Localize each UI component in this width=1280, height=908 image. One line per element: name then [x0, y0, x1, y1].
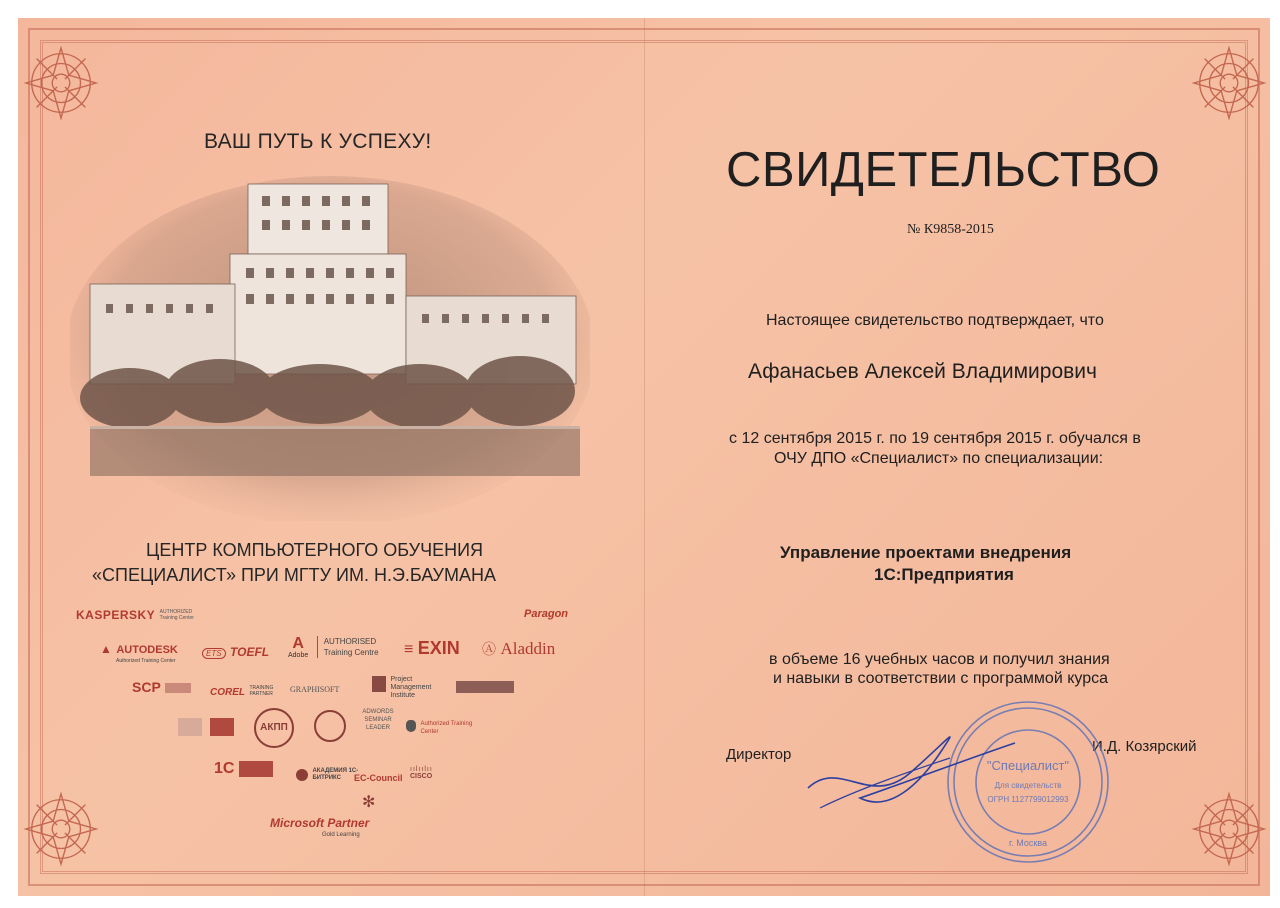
volume-line1: в объеме 16 учебных часов и получил знания: [769, 651, 1110, 668]
paragon-logo: Paragon: [524, 608, 569, 620]
stamp-center-text: "Специалист": [986, 758, 1070, 773]
ec-council-logo: EC-Council: [354, 773, 403, 783]
akpp-logo: АКПП: [254, 708, 294, 748]
pmi-icon: [372, 676, 386, 692]
corner-rosette-icon: [1190, 44, 1268, 122]
building-photo: [70, 176, 590, 521]
exin-bars-icon: ≡: [404, 641, 414, 658]
corner-rosette-icon: [22, 790, 100, 868]
bitrix-icon: [296, 769, 308, 781]
corner-rosette-icon: [22, 44, 100, 122]
center-name-line2: «СПЕЦИАЛИСТ» ПРИ МГТУ ИМ. Н.Э.БАУМАНА: [92, 565, 496, 585]
bitrix-academy-logo: АКАДЕМИЯ 1С-БИТРИКС: [296, 766, 362, 784]
autodesk-triangle-icon: ▲: [100, 642, 112, 656]
kaspersky-logo: KASPERSKY AUTHORIZED Training Center: [76, 608, 194, 622]
stamp-city-text: г. Москва: [1009, 838, 1047, 848]
stamp-sub-text: Для свидетельств: [994, 781, 1062, 790]
director-label: Директор: [726, 746, 792, 763]
adobe-logo: A Adobe AUTHORISED Training Centre: [288, 636, 402, 659]
certificate-title: СВИДЕТЕЛЬСТВО: [726, 143, 1161, 197]
stamp-ogrn-text: ОГРН 1127799012993: [987, 795, 1069, 804]
1c-logo: 1С: [214, 760, 273, 778]
apple-icon: [406, 720, 416, 732]
course-title-line2: 1С:Предприятия: [874, 565, 1014, 584]
corel-logo: COREL TRAINING PARTNER: [210, 684, 274, 698]
confirm-text: Настоящее свидетельство подтверждает, что: [766, 312, 1104, 329]
center-fold: [644, 18, 645, 896]
volume-line2: и навыки в соответствии с программой курса: [773, 670, 1108, 687]
aladdin-icon: Ⓐ: [482, 641, 496, 657]
exin-logo: ≡ EXIN: [404, 638, 460, 658]
graphisoft-logo: GRAPHISOFT: [290, 685, 340, 694]
microsoft-partner-logo: Microsoft Partner Gold Learning: [270, 816, 370, 838]
corner-rosette-icon: [1190, 790, 1268, 868]
ets-oval-icon: ETS: [202, 648, 226, 659]
adwords-logo: ADWORDS SEMINAR LEADER: [362, 709, 394, 731]
director-name: И.Д. Козярский: [1092, 738, 1197, 755]
person-name: Афанасьев Алексей Владимирович: [748, 360, 1097, 383]
course-title-line1: Управление проектами внедрения: [780, 543, 1072, 562]
pmi-logo: Project Management Institute: [372, 676, 440, 700]
certificate-sheet: [18, 18, 1270, 896]
rosette-small-icon: ✻: [362, 794, 376, 811]
slogan: ВАШ ПУТЬ К УСПЕХУ!: [204, 130, 432, 153]
aladdin-logo: Ⓐ Aladdin: [482, 639, 556, 658]
director-signature: [800, 718, 1020, 828]
period-line1: с 12 сентября 2015 г. по 19 сентября 2015 г. обучался в: [729, 430, 1141, 447]
autodesk-logo: ▲ AUTODESK Authorized Training Center: [100, 642, 178, 664]
adobe-icon: A: [292, 635, 304, 652]
toefl-logo: ETS TOEFL: [202, 643, 269, 661]
graphics-logo-icon: [456, 680, 514, 698]
scp-logo: SCP: [132, 679, 191, 697]
apple-logo: Authorized Training Center: [406, 720, 484, 738]
certificate-number: № К9858-2015: [907, 222, 994, 237]
certified-professional-logo-icon: [314, 710, 346, 747]
solidworks-logo-icon: [178, 718, 234, 741]
cisco-logo: ıılıılıı CISCO: [410, 766, 433, 780]
cisco-bars-icon: ıılıılıı: [410, 766, 433, 773]
period-line2: ОЧУ ДПО «Специалист» по специализации:: [774, 450, 1104, 467]
center-name-line1: ЦЕНТР КОМПЬЮТЕРНОГО ОБУЧЕНИЯ: [146, 540, 484, 560]
